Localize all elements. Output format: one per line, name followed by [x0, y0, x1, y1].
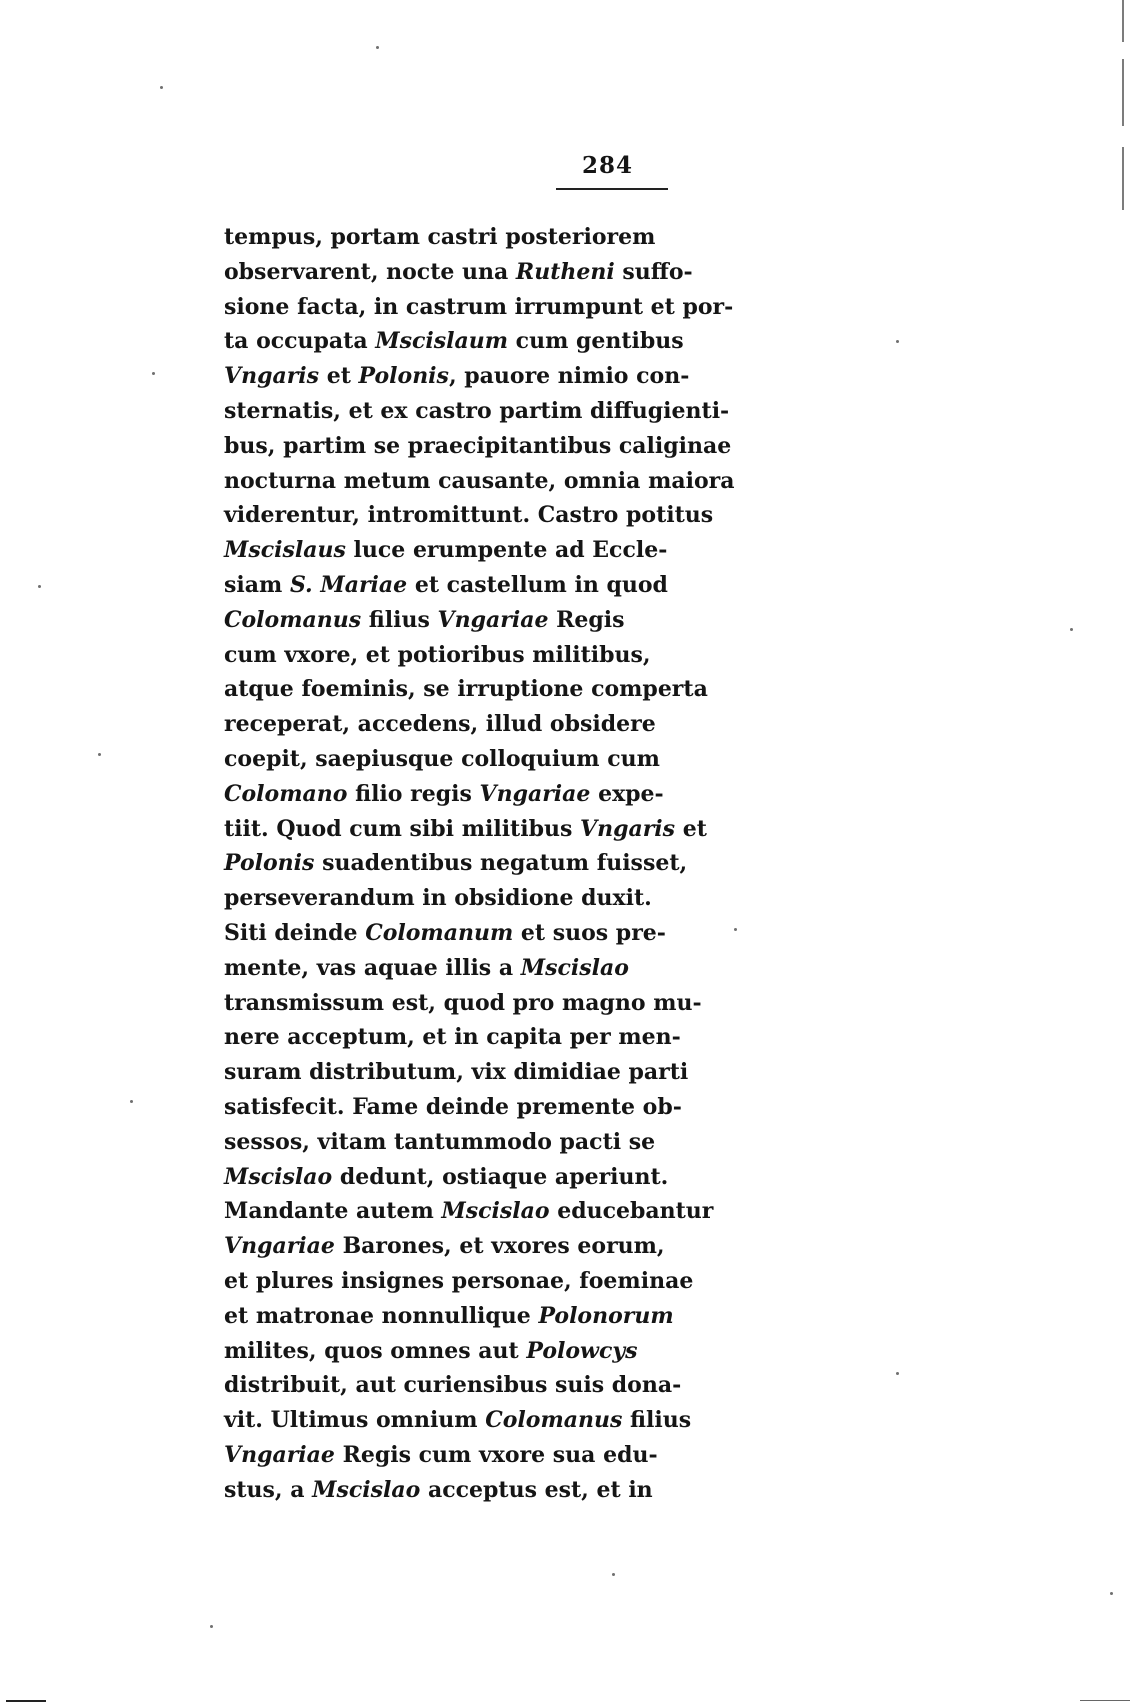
scan-mark: [6, 1700, 46, 1702]
italic-name: Rutheni: [515, 258, 615, 285]
text-line: [224, 986, 702, 1021]
text-run: milites, quos omnes aut: [224, 1337, 527, 1364]
text-run: Mandante autem: [224, 1198, 442, 1225]
text-run: tiit. Quod cum sibi militibus: [224, 815, 580, 842]
text-run: suram distributum, vix dimidiae parti: [224, 1059, 689, 1086]
italic-name: Vngaris: [224, 363, 320, 390]
text-run: et matronae nonnullique: [224, 1302, 539, 1329]
text-run: expe-: [590, 780, 664, 807]
text-line: [224, 498, 714, 533]
text-line: [224, 255, 693, 290]
text-line: [224, 1368, 682, 1403]
text-line: [224, 603, 625, 638]
italic-name: Vngaris: [580, 815, 676, 842]
text-run: mente, vas aquae illis a: [224, 954, 521, 981]
scan-speck: [130, 1100, 133, 1103]
text-line: [224, 707, 656, 742]
header-rule: [556, 188, 668, 190]
text-line: [224, 846, 688, 881]
scan-speck: [896, 1372, 899, 1375]
text-run: Regis cum vxore sua edu-: [334, 1441, 658, 1468]
text-run: distribuit, aut curiensibus suis dona-: [224, 1372, 682, 1399]
text-line: [224, 1194, 714, 1229]
text-line: [224, 1473, 653, 1508]
text-run: cum gentibus: [508, 328, 684, 355]
text-line: [224, 1438, 658, 1473]
text-run: et suos pre-: [513, 919, 666, 946]
text-run: coepit, saepiusque colloquium cum: [224, 745, 660, 772]
scan-speck: [210, 1625, 213, 1628]
scan-speck: [1070, 628, 1073, 631]
text-run: transmissum est, quod pro magno mu-: [224, 989, 702, 1016]
italic-name: Mscislaum: [375, 328, 509, 355]
text-line: [224, 1403, 692, 1438]
text-run: sessos, vitam tantummodo pacti se: [224, 1128, 656, 1155]
text-line: [224, 429, 732, 464]
italic-name: Polonorum: [538, 1302, 674, 1329]
text-run: tempus, portam castri posteriorem: [224, 224, 656, 250]
text-line: [224, 742, 660, 777]
text-line: [224, 812, 707, 847]
text-line: [224, 1229, 665, 1264]
text-line: [224, 951, 629, 986]
text-run: ta occupata: [224, 328, 376, 355]
italic-name: Vngariae: [479, 780, 591, 807]
text-run: Siti deinde: [224, 919, 366, 946]
text-run: acceptus est, et in: [420, 1476, 653, 1503]
text-run: et plures insignes personae, foeminae: [224, 1267, 694, 1294]
text-line: [224, 290, 734, 325]
italic-name: Mscislao: [441, 1198, 550, 1225]
scan-speck: [38, 585, 41, 588]
italic-name: Vngariae: [437, 606, 549, 633]
scan-mark: [1080, 1700, 1130, 1701]
text-line: [224, 1125, 656, 1160]
text-run: sternatis, et ex castro partim diffugienti-: [224, 397, 730, 424]
text-run: cum vxore, et potioribus militibus,: [224, 641, 651, 668]
text-run: nocturna metum causante, omnia maiora: [224, 467, 735, 494]
text-line: [224, 672, 708, 707]
scan-speck: [152, 372, 155, 375]
italic-name: Colomanum: [365, 919, 514, 946]
text-run: satisfecit. Fame deinde premente ob-: [224, 1093, 682, 1120]
text-run: viderentur, intromittunt. Castro potitus: [224, 502, 714, 529]
scan-speck: [734, 928, 737, 931]
text-line: [224, 1160, 669, 1195]
italic-name: Mscislao: [520, 954, 629, 981]
text-line: [224, 1020, 681, 1055]
text-run: observarent, nocte una: [224, 258, 516, 285]
text-run: perseverandum in obsidione duxit.: [224, 885, 652, 912]
text-run: Barones, et vxores eorum,: [334, 1233, 665, 1260]
text-run: et: [319, 363, 359, 390]
text-line: [224, 1055, 689, 1090]
italic-name: Polowcys: [526, 1337, 638, 1364]
italic-name: Polonis: [224, 850, 315, 877]
text-run: stus, a: [224, 1476, 313, 1503]
text-run: educebantur: [549, 1198, 714, 1225]
text-run: et castellum in quod: [407, 571, 668, 598]
scan-speck: [376, 46, 379, 49]
text-run: dedunt, ostiaque aperiunt.: [332, 1163, 669, 1190]
text-line: [224, 220, 656, 255]
scan-edge-mark: [1122, 0, 1124, 210]
text-line: [224, 638, 651, 673]
text-line: [224, 881, 652, 916]
scan-speck: [1110, 1592, 1113, 1595]
text-line: [224, 777, 664, 812]
text-run: filio regis: [347, 780, 480, 807]
text-line: [224, 1264, 694, 1299]
text-line: [224, 1299, 674, 1334]
text-line: [224, 359, 690, 394]
text-run: suffo-: [614, 258, 693, 285]
italic-name: Colomano: [224, 780, 348, 807]
italic-name: Mscislao: [224, 1163, 333, 1190]
italic-name: Polonis: [358, 363, 449, 390]
text-run: , pauore nimio con-: [448, 363, 690, 390]
text-line: [224, 916, 666, 951]
text-run: nere acceptum, et in capita per men-: [224, 1024, 681, 1051]
italic-name: S. Mariae: [289, 571, 408, 598]
text-run: atque foeminis, se irruptione comperta: [224, 676, 708, 703]
scan-speck: [98, 753, 101, 756]
italic-name: Mscislaus: [224, 537, 346, 564]
text-line: [224, 324, 684, 359]
italic-name: Mscislao: [312, 1476, 421, 1503]
text-run: siam: [224, 571, 290, 598]
text-line: [224, 1090, 682, 1125]
text-line: [224, 394, 730, 429]
scan-speck: [896, 340, 899, 343]
text-line: [224, 1334, 638, 1369]
body-text: [224, 220, 735, 1507]
scan-speck: [160, 86, 163, 89]
text-run: vit. Ultimus omnium: [224, 1407, 486, 1434]
italic-name: Vngariae: [224, 1441, 335, 1468]
italic-name: Vngariae: [224, 1233, 335, 1260]
italic-name: Colomanus: [224, 606, 362, 633]
text-line: [224, 533, 668, 568]
text-line: [224, 464, 735, 499]
text-run: luce erumpente ad Eccle-: [345, 537, 668, 564]
text-run: sione facta, in castrum irrumpunt et por-: [224, 293, 734, 320]
italic-name: Colomanus: [485, 1407, 623, 1434]
text-run: Regis: [548, 606, 625, 633]
text-run: suadentibus negatum fuisset,: [314, 850, 688, 877]
text-run: bus, partim se praecipitantibus caliginae: [224, 432, 732, 459]
text-line: [224, 568, 668, 603]
text-run: receperat, accedens, illud obsidere: [224, 711, 656, 738]
page-number: 284: [582, 152, 634, 179]
scan-speck: [612, 1573, 615, 1576]
text-run: et: [675, 815, 707, 842]
text-run: filius: [361, 606, 438, 633]
text-run: filius: [622, 1407, 692, 1434]
